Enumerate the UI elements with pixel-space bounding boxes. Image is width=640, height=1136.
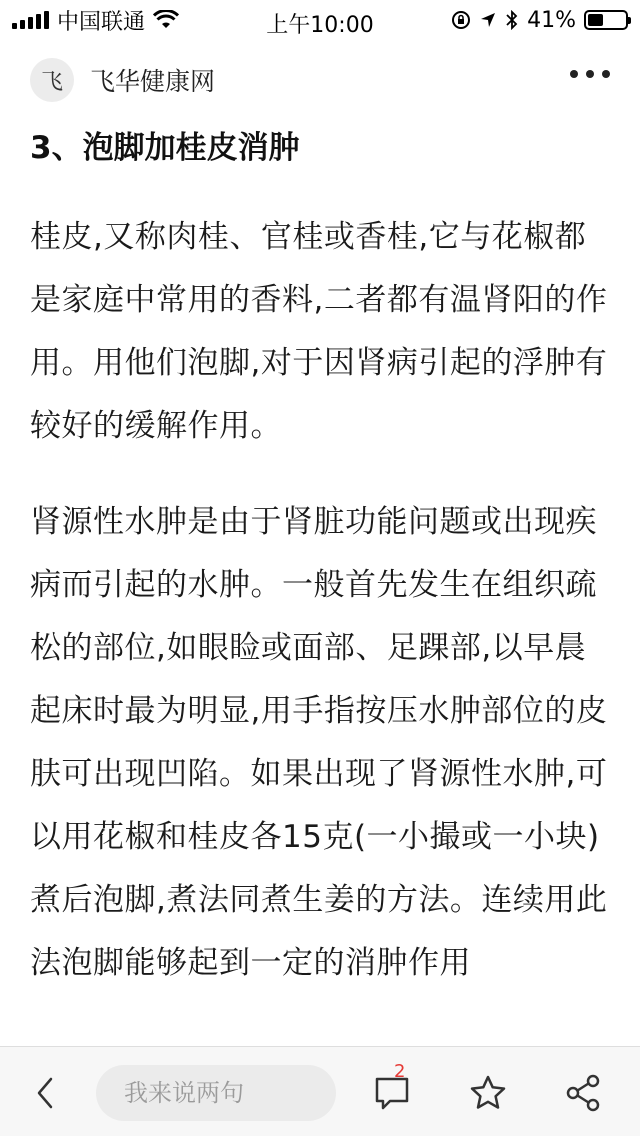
more-options-button[interactable]	[570, 70, 610, 78]
back-arrow-icon	[35, 1076, 55, 1110]
section-heading: 3、泡脚加桂皮消肿	[30, 130, 300, 166]
comment-icon	[372, 1073, 412, 1113]
article-paragraph: 桂皮,又称肉桂、官桂或香桂,它与花椒都是家庭中常用的香料,二者都有温肾阳的作用。用他们泡脚,对于因肾病引起的浮肿有较好的缓解作用。	[30, 219, 608, 444]
back-button[interactable]	[28, 1073, 62, 1113]
battery-icon	[584, 10, 628, 30]
share-icon	[564, 1073, 604, 1113]
carrier-name: 中国联通	[57, 9, 146, 35]
site-header	[0, 40, 640, 120]
favorite-button[interactable]	[468, 1073, 508, 1113]
comment-count-badge: 2	[394, 1061, 406, 1082]
clock: 上午10:00	[266, 13, 374, 38]
site-logo[interactable]: 飞	[30, 58, 74, 102]
dot-icon	[570, 70, 578, 78]
article-paragraph: 肾源性水肿是由于肾脏功能问题或出现疾病而引起的水肿。一般首先发生在组织疏松的部位,如眼睑或面部、足踝部,以早晨起床时最为明显,用手指按压水肿部位的皮肤可出现凹陷。如果出现了肾源性水肿,可以用花椒和桂皮各15克(一小撮或一小块)煮后泡脚,煮法同煮生姜的方法。连续用此法泡脚能够起到一定的消肿作用	[30, 504, 608, 981]
star-icon	[468, 1073, 508, 1113]
status-bar	[0, 0, 640, 40]
site-name[interactable]: 飞华健康网	[90, 67, 216, 96]
article-body	[30, 120, 614, 995]
dot-icon	[602, 70, 610, 78]
comment-input[interactable]: 我来说两句	[96, 1065, 336, 1121]
share-button[interactable]	[564, 1073, 604, 1113]
bottom-toolbar	[0, 1046, 640, 1136]
battery-percent: 41%	[527, 7, 576, 33]
dot-icon	[586, 70, 594, 78]
comment-button[interactable]	[372, 1073, 412, 1113]
